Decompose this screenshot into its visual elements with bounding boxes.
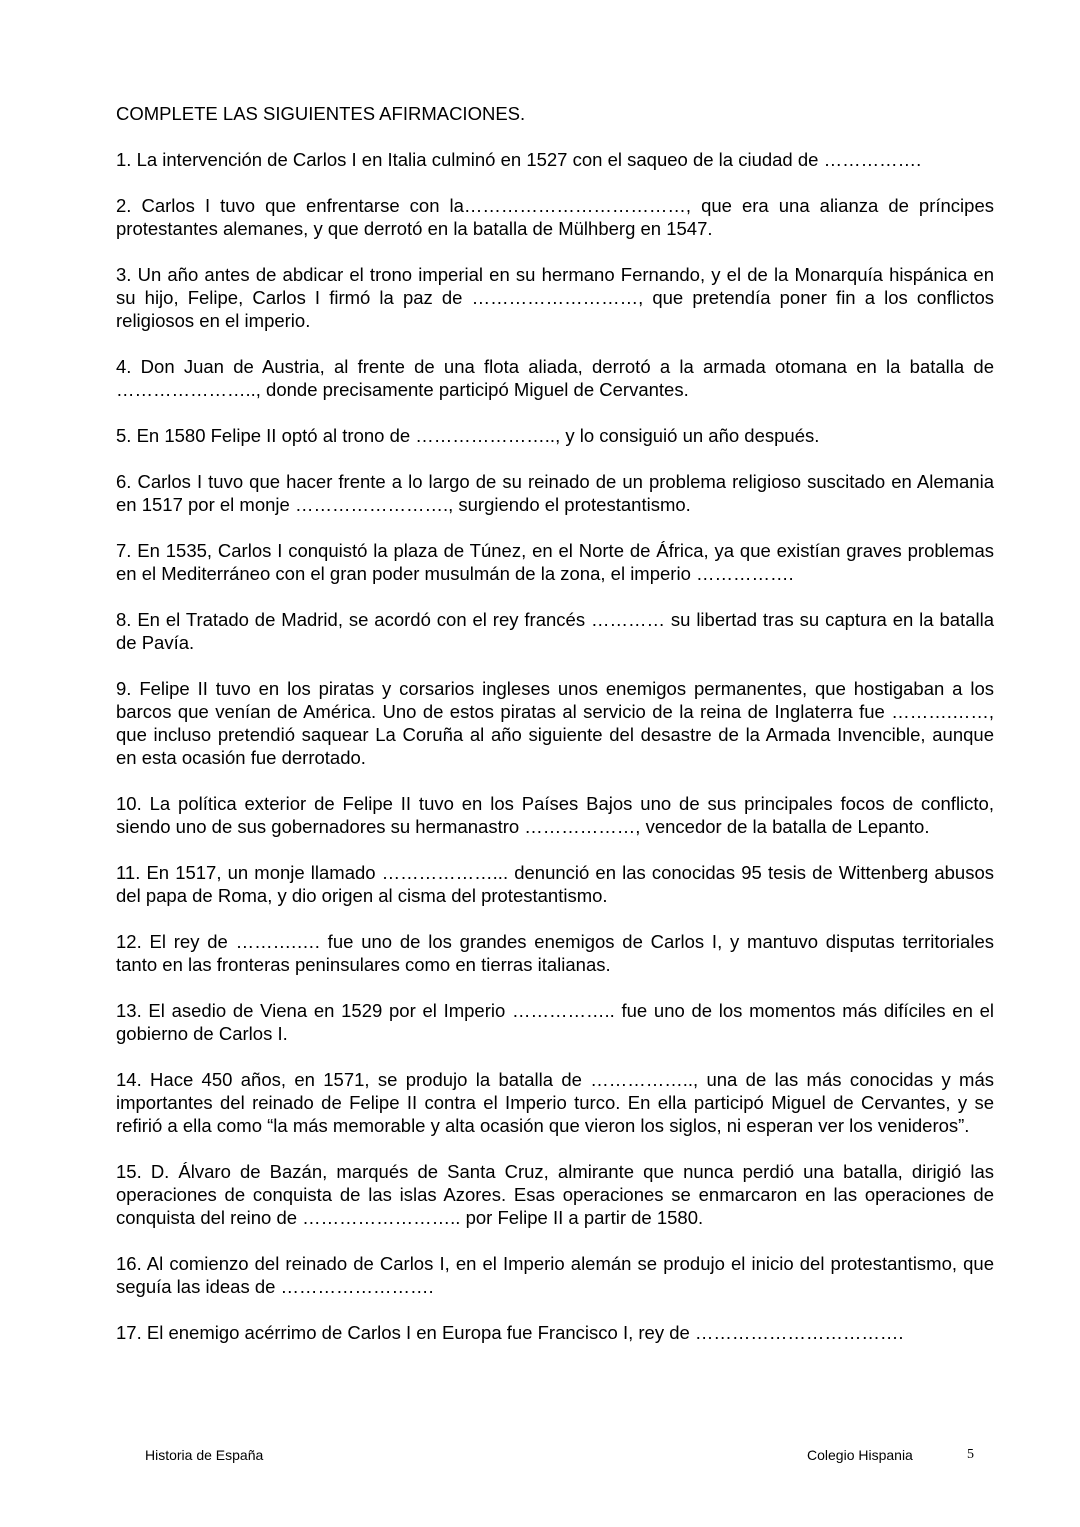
footer-school: Colegio Hispania — [807, 1447, 913, 1463]
question-16: 16. Al comienzo del reinado de Carlos I, en el Imperio alemán se produjo el inicio del protestantismo, que seguía las ideas de ……………………. — [116, 1253, 994, 1297]
question-1: 1. La intervención de Carlos I en Italia culminó en 1527 con el saqueo de la ciudad de ……………. — [116, 149, 922, 170]
page-number: 5 — [967, 1447, 974, 1462]
question-2: 2. Carlos I tuvo que enfrentarse con la………………………………, que era una alianza de príncipes protestantes alemanes, y que derrotó en la batalla de Mülhberg en 1547. — [116, 195, 994, 239]
question-15: 15. D. Álvaro de Bazán, marqués de Santa Cruz, almirante que nunca perdió una batalla, dirigió las operaciones de conquista de las islas Azores. Esas operaciones se enmarcaron en las operaciones de conquista del reino de …………………….. por Felipe II a partir de 1580. — [116, 1161, 994, 1228]
question-11: 11. En 1517, un monje llamado ………………... denunció en las conocidas 95 tesis de Wittenberg abusos del papa de Roma, y dio origen al cisma del protestantismo. — [116, 862, 994, 906]
question-13: 13. El asedio de Viena en 1529 por el Imperio …………….. fue uno de los momentos más difíciles en el gobierno de Carlos I. — [116, 1000, 994, 1044]
question-9: 9. Felipe II tuvo en los piratas y corsarios ingleses unos enemigos permanentes, que hostigaban a los barcos que venían de América. Uno de estos piratas al servicio de la reina de Inglaterra fue ……….……, que incluso pretendió saquear La Coruña al año siguiente del desastre de la Armada Invencible, aunque en esta ocasión fue derrotado. — [116, 678, 994, 768]
question-4: 4. Don Juan de Austria, al frente de una flota aliada, derrotó a la armada otomana en la batalla de ………………….., donde precisamente participó Miguel de Cervantes. — [116, 356, 994, 400]
question-12: 12. El rey de ……….…. fue uno de los grandes enemigos de Carlos I, y mantuvo disputas territoriales tanto en las fronteras peninsulares como en tierras italianas. — [116, 931, 994, 975]
worksheet-heading: COMPLETE LAS SIGUIENTES AFIRMACIONES. — [116, 103, 526, 124]
footer-subject: Historia de España — [145, 1447, 264, 1463]
question-3: 3. Un año antes de abdicar el trono imperial en su hermano Fernando, y el de la Monarquía hispánica en su hijo, Felipe, Carlos I firmó la paz de ………………………, que pretendía poner fin a los conflictos religiosos en el imperio. — [116, 264, 994, 331]
question-5: 5. En 1580 Felipe II optó al trono de ………………….., y lo consiguió un año después. — [116, 425, 820, 446]
question-7: 7. En 1535, Carlos I conquistó la plaza de Túnez, en el Norte de África, ya que existían graves problemas en el Mediterráneo con el gran poder musulmán de la zona, el imperio ……………. — [116, 540, 994, 584]
question-14: 14. Hace 450 años, en 1571, se produjo la batalla de …………….., una de las más conocidas y más importantes del reinado de Felipe II contra el Imperio turco. En ella participó Miguel de Cervantes, y se refirió a ella como “la más memorable y alta ocasión que vieron los siglos, ni esperan ver los venideros”. — [116, 1069, 994, 1136]
question-6: 6. Carlos I tuvo que hacer frente a lo largo de su reinado de un problema religioso suscitado en Alemania en 1517 por el monje ……………………., surgiendo el protestantismo. — [116, 471, 994, 515]
question-8: 8. En el Tratado de Madrid, se acordó con el rey francés ………… su libertad tras su captura en la batalla de Pavía. — [116, 609, 994, 653]
question-17: 17. El enemigo acérrimo de Carlos I en Europa fue Francisco I, rey de ……………………………. — [116, 1322, 904, 1343]
worksheet — [116, 102, 994, 1367]
question-10: 10. La política exterior de Felipe II tuvo en los Países Bajos uno de sus principales focos de conflicto, siendo uno de sus gobernadores su hermanastro ………………, vencedor de la batalla de Lepanto. — [116, 793, 994, 837]
